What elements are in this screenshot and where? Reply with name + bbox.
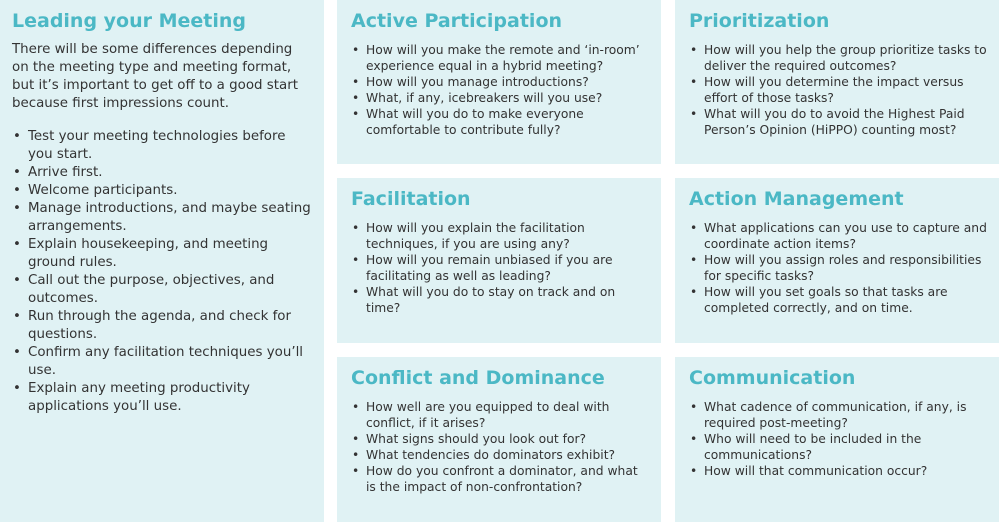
list-item: • How will you set goals so that tasks are completed correctly, and on time. (689, 284, 989, 316)
card-title: Action Management (689, 188, 904, 210)
list-item: • What will you do to make everyone comfortable to contribute fully? (351, 106, 651, 138)
list-item: • Confirm any facilitation techniques you’ll use. (12, 344, 312, 380)
card-title: Prioritization (689, 10, 830, 32)
leading-meeting-panel (0, 0, 324, 522)
card-title: Communication (689, 367, 856, 389)
list-item: • Explain any meeting productivity applications you’ll use. (12, 380, 312, 416)
prioritization-card (675, 0, 999, 164)
list-item: • What will you do to avoid the Highest Paid Person’s Opinion (HiPPO) counting most? (689, 106, 989, 138)
card-list (351, 220, 651, 316)
list-item: • Call out the purpose, objectives, and outcomes. (12, 272, 312, 308)
leading-meeting-intro: There will be some differences depending on the meeting type and meeting format, but it’s important to get off to a good start because first impressions count. (12, 42, 298, 111)
list-item: • What signs should you look out for? (351, 431, 651, 447)
card-list (351, 42, 651, 138)
list-item: • Explain housekeeping, and meeting ground rules. (12, 236, 312, 272)
list-item: • How well are you equipped to deal with conflict, if it arises? (351, 399, 651, 431)
conflict-dominance-card (337, 357, 661, 522)
list-item: • Run through the agenda, and check for questions. (12, 308, 312, 344)
list-item: • What cadence of communication, if any, is required post-meeting? (689, 399, 989, 431)
list-item: • What tendencies do dominators exhibit? (351, 447, 651, 463)
communication-card (675, 357, 999, 522)
action-management-card (675, 178, 999, 343)
list-item: • What applications can you use to capture and coordinate action items? (689, 220, 989, 252)
list-item: • How will you determine the impact versus effort of those tasks? (689, 74, 989, 106)
list-item: • Who will need to be included in the communications? (689, 431, 989, 463)
list-item: • How will you help the group prioritize tasks to deliver the required outcomes? (689, 42, 989, 74)
list-item: • How will you explain the facilitation techniques, if you are using any? (351, 220, 651, 252)
list-item: • How will that communication occur? (689, 463, 989, 479)
list-item: • Arrive first. (12, 164, 312, 182)
card-title: Facilitation (351, 188, 471, 210)
list-item: • How will you assign roles and responsibilities for specific tasks? (689, 252, 989, 284)
list-item: • How do you confront a dominator, and what is the impact of non-confrontation? (351, 463, 651, 495)
card-list (689, 42, 989, 138)
list-item: • How will you make the remote and ‘in-room’ experience equal in a hybrid meeting? (351, 42, 651, 74)
card-list (689, 399, 989, 479)
list-item: • Welcome participants. (12, 182, 312, 200)
leading-meeting-list (12, 128, 312, 416)
card-list (689, 220, 989, 316)
list-item: • What, if any, icebreakers will you use? (351, 90, 651, 106)
leading-meeting-title: Leading your Meeting (12, 10, 247, 32)
list-item: • How will you manage introductions? (351, 74, 651, 90)
card-list (351, 399, 651, 495)
card-title: Active Participation (351, 10, 563, 32)
facilitation-card (337, 178, 661, 343)
list-item: • How will you remain unbiased if you are facilitating as well as leading? (351, 252, 651, 284)
list-item: • Manage introductions, and maybe seating arrangements. (12, 200, 312, 236)
active-participation-card (337, 0, 661, 164)
card-title: Conflict and Dominance (351, 367, 605, 389)
list-item: • Test your meeting technologies before you start. (12, 128, 312, 164)
list-item: • What will you do to stay on track and on time? (351, 284, 651, 316)
